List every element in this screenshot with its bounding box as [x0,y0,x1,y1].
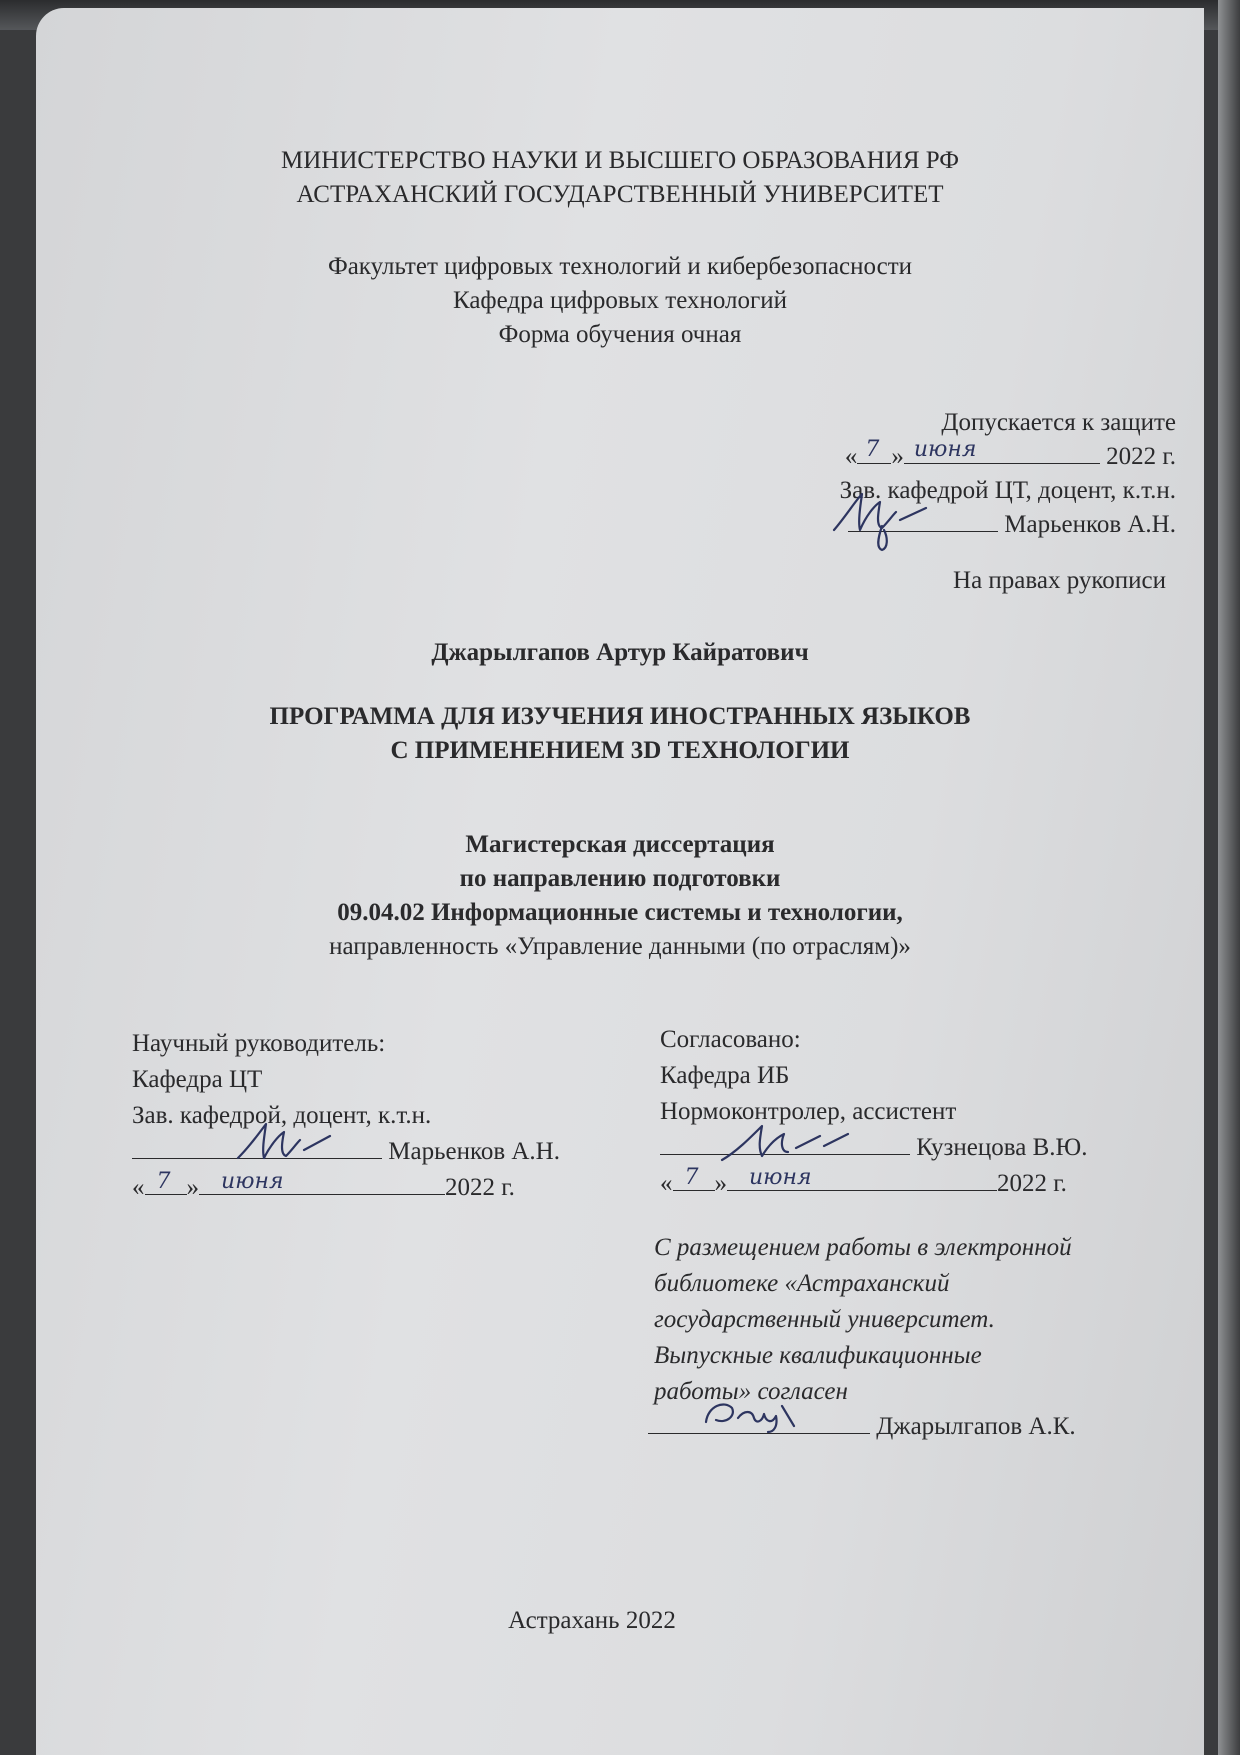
admission-signature-line [636,508,1176,542]
manuscript-note: На правах рукописи [953,567,1166,594]
work-code: 09.04.02 Информационные системы и технологии, [337,899,903,926]
consent-line4: Выпускные квалификационные [654,1342,982,1369]
supervisor-label: Научный руководитель: [132,1030,386,1057]
consent-signature-line [648,1410,1188,1444]
university-name: АСТРАХАНСКИЙ ГОСУДАРСТВЕННЫЙ УНИВЕРСИТЕТ [296,181,944,208]
agreed-date-day: 7 [684,1165,699,1190]
manuscript-block [636,564,1166,598]
work-profile: направленность «Управление данными (по отраслям)» [329,933,911,960]
work-description [36,828,1204,964]
agreed-department: Кафедра ИБ [660,1062,790,1089]
agreed-date-month: июня [749,1165,812,1190]
department-name: Кафедра цифровых технологий [452,287,787,314]
consent-block [654,1230,1194,1410]
study-form: Форма обучения очная [498,321,742,348]
consent-name: Джарылгапов А.К. [876,1413,1076,1440]
admission-name: Марьенков А.Н. [1004,511,1176,538]
admission-date-day: 7 [865,437,880,462]
work-type: Магистерская диссертация [465,831,775,858]
consent-line3: государственный университет. [654,1306,995,1333]
admission-block [636,406,1176,542]
agreed-position: Нормоконтролер, ассистент [660,1098,957,1125]
author-name: Джарылгапов Артур Кайратович [431,639,809,666]
supervisor-name: Марьенков А.Н. [388,1138,560,1165]
agreed-signature-line [660,1130,1180,1166]
faculty-name: Факультет цифровых технологий и кибербезопасности [327,253,913,280]
admission-date: « 7 » июня 2022 г. [636,440,1176,474]
supervisor-date-year: 2022 г. [445,1174,515,1201]
thesis-title-line1: ПРОГРАММА ДЛЯ ИЗУЧЕНИЯ ИНОСТРАННЫХ ЯЗЫКОВ [269,703,971,730]
consent-line5: работы» согласен [654,1378,848,1405]
thesis-title [36,700,1204,768]
city-year: Астрахань 2022 [508,1607,676,1634]
footer-block [8,1604,1176,1638]
author-block [36,636,1204,670]
faculty-block [36,250,1204,352]
admission-date-year: 2022 г. [1106,443,1176,470]
supervisor-signature-line [132,1134,632,1170]
admission-title: Допускается к защите [941,409,1176,436]
agreed-name: Кузнецова В.Ю. [916,1134,1088,1161]
supervisor-block [132,1026,632,1206]
supervisor-department: Кафедра ЦТ [132,1066,263,1093]
work-direction: по направлению подготовки [459,865,781,892]
agreed-label: Согласовано: [660,1026,801,1053]
header-block [36,144,1204,212]
supervisor-date-day: 7 [156,1169,171,1194]
document-page [36,8,1204,1755]
supervisor-date-month: июня [221,1169,284,1194]
consent-line2: библиотеке «Астраханский [654,1270,950,1297]
ministry-name: МИНИСТЕРСТВО НАУКИ И ВЫСШЕГО ОБРАЗОВАНИЯ РФ [281,147,959,174]
admission-position: Зав. кафедрой ЦТ, доцент, к.т.н. [839,477,1176,504]
agreed-block [660,1022,1180,1202]
thesis-title-line2: С ПРИМЕНЕНИЕМ 3D ТЕХНОЛОГИИ [390,737,850,764]
supervisor-date: « 7 » июня 2022 г. [132,1170,632,1206]
agreed-date-year: 2022 г. [997,1170,1067,1197]
supervisor-position: Зав. кафедрой, доцент, к.т.н. [132,1102,432,1129]
consent-line1: С размещением работы в электронной [654,1234,1072,1261]
admission-date-month: июня [913,437,977,462]
agreed-date: « 7 » июня 2022 г. [660,1166,1180,1202]
scan-edge-right [1218,0,1240,1755]
